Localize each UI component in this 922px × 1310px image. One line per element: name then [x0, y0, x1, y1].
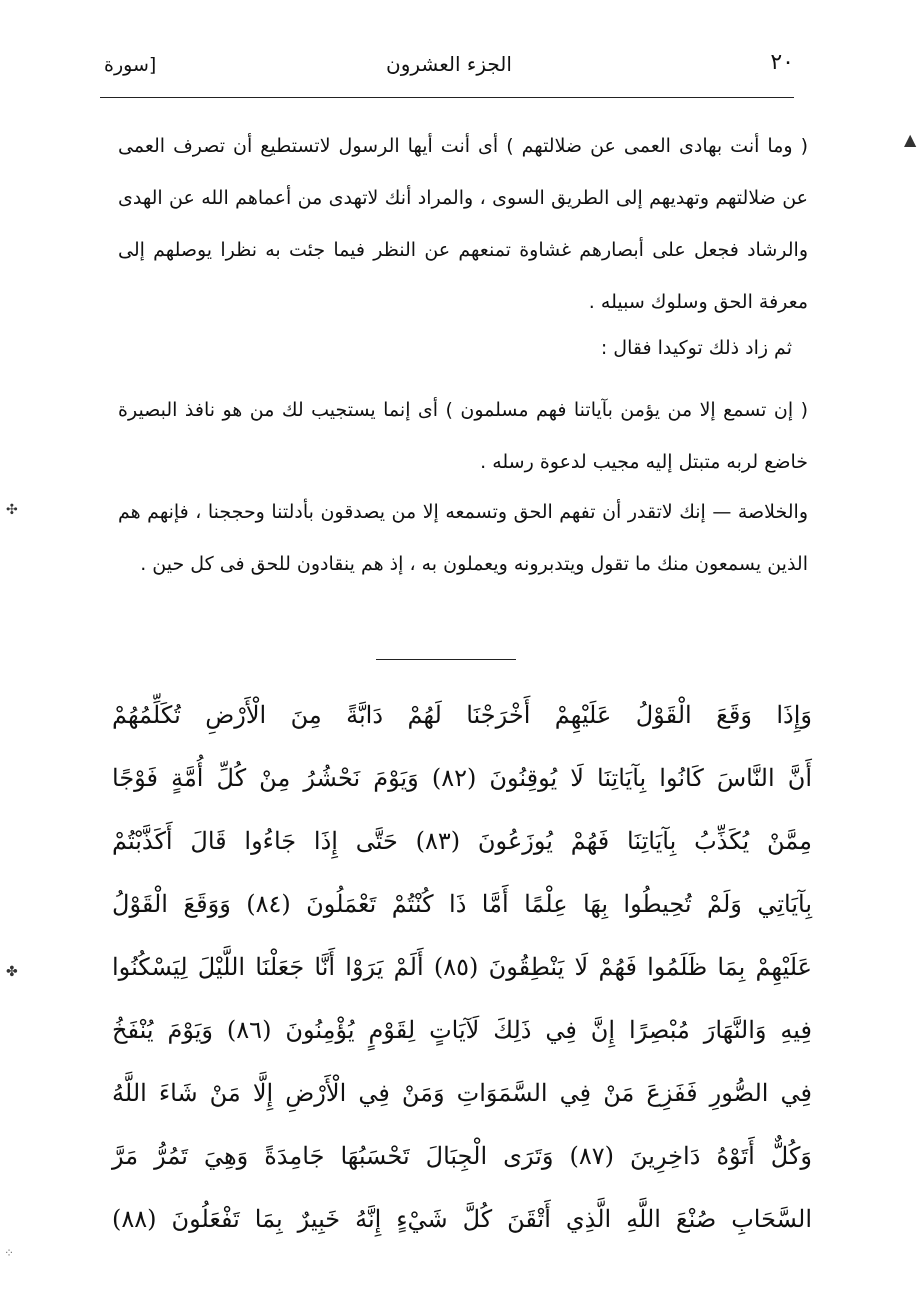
verse-line: عَلَيْهِمْ بِمَا ظَلَمُوا فَهُمْ لَا يَنْطِقُونَ (٨٥) أَلَمْ يَرَوْا أَنَّا جَعَلْنَا اللَّيْلَ لِيَسْكُنُوا: [112, 953, 812, 981]
surah-label: [سورة: [104, 54, 157, 76]
verse-line: أَنَّ النَّاسَ كَانُوا بِآيَاتِنَا لَا يُوقِنُونَ (٨٢) وَيَوْمَ نَحْشُرُ مِنْ كُلِّ أُمَّةٍ فَوْجًا: [112, 764, 812, 792]
verse-line: وَكُلٌّ أَتَوْهُ دَاخِرِينَ (٨٧) وَتَرَى الْجِبَالَ تَحْسَبُهَا جَامِدَةً وَهِيَ تَمُرُّ مَرَّ: [112, 1142, 812, 1170]
verse-line: بِآيَاتِي وَلَمْ تُحِيطُوا بِهَا عِلْمًا أَمَّا ذَا كُنْتُمْ تَعْمَلُونَ (٨٤) وَوَقَعَ الْقَوْلُ: [112, 890, 812, 918]
section-divider: [376, 659, 516, 660]
page-number: ٢٠: [770, 50, 794, 75]
verse-line: فِي الصُّورِ فَفَزِعَ مَنْ فِي السَّمَوَاتِ وَمَنْ فِي الْأَرْضِ إِلَّا مَنْ شَاءَ اللَّهُ: [112, 1079, 812, 1107]
commentary-paragraph: ( إن تسمع إلا من يؤمن بآياتنا فهم مسلمون ) أى إنما يستجيب لك من هو نافذ البصيرة خاضع لربه متبتل إليه مجيب لدعوة رسله .: [118, 399, 808, 473]
margin-mark-icon: ✣: [6, 502, 18, 518]
commentary-paragraph: ( وما أنت بهادى العمى عن ضلالتهم ) أى أنت أيها الرسول لاتستطيع أن تصرف العمى عن ضلالتهم وتهديهم إلى الطريق السوى ، والمراد أنك لاتهدى من أعماهم الله عن الهدى والرشاد فجعل على أبصارهم غشاوة تمنعهم عن النظر فيما جئت به نظرا يوصلهم إلى معرفة الحق وسلوك سبيله .: [118, 135, 808, 313]
margin-mark-icon: ✤: [6, 964, 18, 980]
page-header: [104, 50, 794, 90]
verse-line: فِيهِ وَالنَّهَارَ مُبْصِرًا إِنَّ فِي ذَلِكَ لَآيَاتٍ لِقَوْمٍ يُؤْمِنُونَ (٨٦) وَيَوْمَ يُنْفَخُ: [112, 1016, 813, 1044]
verse-line: وَإِذَا وَقَعَ الْقَوْلُ عَلَيْهِمْ أَخْرَجْنَا لَهُمْ دَابَّةً مِنَ الْأَرْضِ تُكَلِّمُهُمْ: [112, 701, 812, 729]
header-rule: [100, 97, 794, 98]
commentary-paragraph: ثم زاد ذلك توكيدا فقال :: [600, 337, 792, 359]
quran-verses: [112, 684, 812, 1251]
margin-mark-icon: ▲: [904, 130, 917, 149]
verse-line: مِمَّنْ يُكَذِّبُ بِآيَاتِنَا فَهُمْ يُوزَعُونَ (٨٣) حَتَّى إِذَا جَاءُوا قَالَ أَكَذَّبْتُمْ: [112, 827, 812, 855]
margin-mark-icon: ⁘: [4, 1246, 15, 1260]
running-head: الجزء العشرون: [386, 52, 512, 76]
commentary-paragraph: والخلاصة — إنك لاتقدر أن تفهم الحق وتسمعه إلا من يصدقون بأدلتنا وحججنا ، فإنهم هم الذين يسمعون منك ما تقول ويتدبرونه ويعملون به ، إذ هم ينقادون للحق فى كل حين .: [118, 501, 808, 575]
verse-line: السَّحَابِ صُنْعَ اللَّهِ الَّذِي أَتْقَنَ كُلَّ شَيْءٍ إِنَّهُ خَبِيرٌ بِمَا تَفْعَلُونَ (٨٨): [112, 1205, 812, 1233]
